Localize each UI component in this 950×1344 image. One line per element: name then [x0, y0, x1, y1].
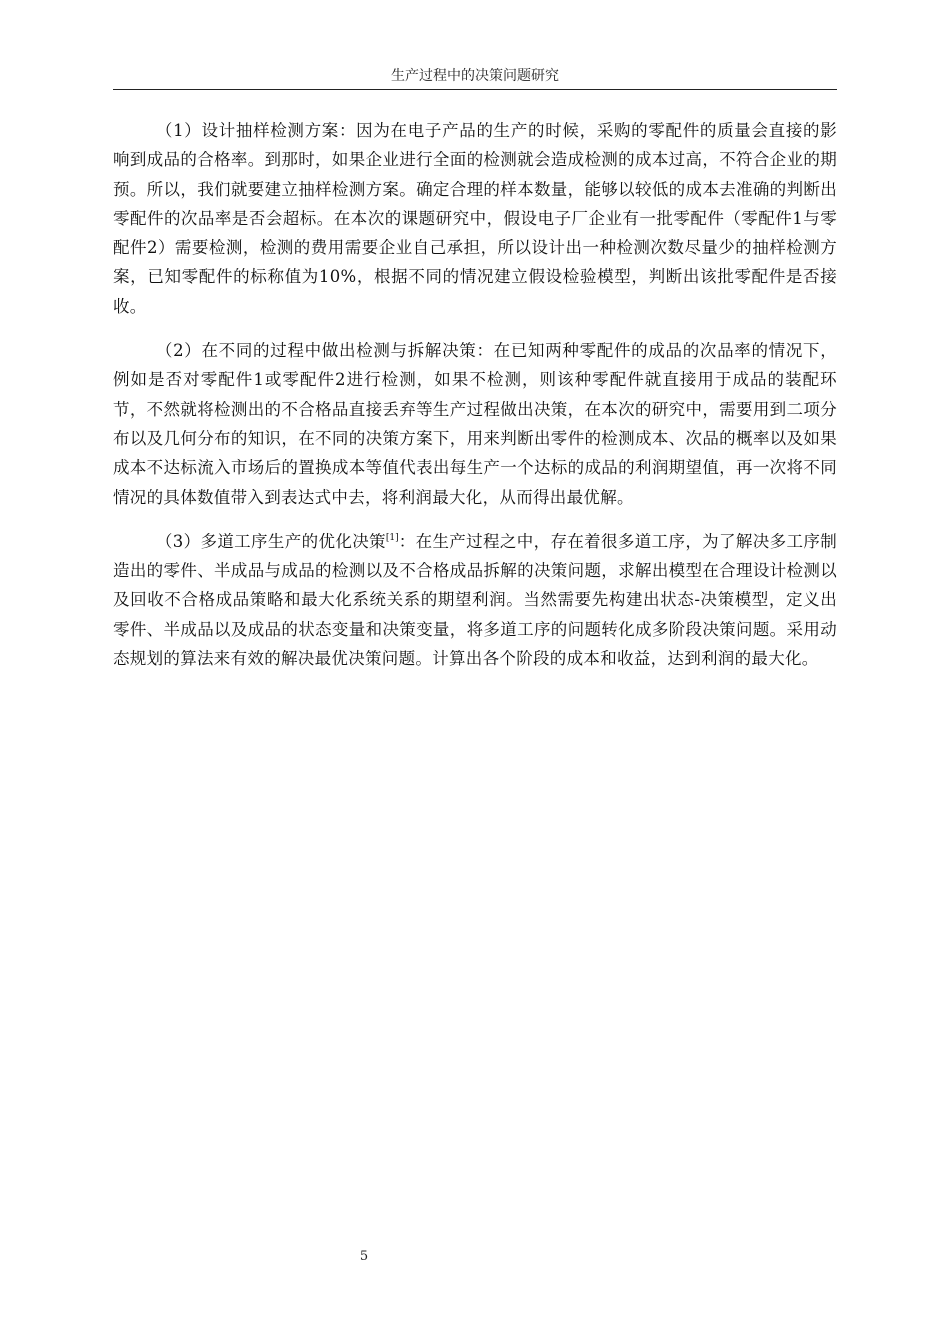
header-rule: [113, 89, 837, 90]
paragraph-lead: （3）多道工序生产的优化决策: [155, 531, 386, 551]
paragraph-body: ：在生产过程之中，存在着很多道工序，为了解决多工序制造出的零件、半成品与成品的检测以及不合格成品拆解的决策问题，求解出模型在合理设计检测以及回收不合格成品策略和最大化系统关系的期望利润。当然需要先构建出状态-决策模型，定义出零件、半成品以及成品的状态变量和决策变量，将多道工序的问题转化成多阶段决策问题。采用动态规划的算法来有效的解决最优决策问题。计算出各个阶段的成本和收益，达到利润的最大化。: [113, 531, 837, 669]
citation-ref[interactable]: [1]: [385, 532, 399, 543]
paragraph-inspection-decision: （2）在不同的过程中做出检测与拆解决策：在已知两种零配件的成品的次品率的情况下，例如是否对零配件1或零配件2进行检测，如果不检测，则该种零配件就直接用于成品的装配环节，不然就将检测出的不合格品直接丢弃等生产过程做出决策，在本次的研究中，需要用到二项分布以及几何分布的知识，在不同的决策方案下，用来判断出零件的检测成本、次品的概率以及如果成本不达标流入市场后的置换成本等值代表出每生产一个达标的成品的利润期望值，再一次将不同情况的具体数值带入到表达式中去，将利润最大化，从而得出最优解。: [113, 341, 837, 507]
page-number: 5: [359, 1249, 369, 1264]
running-header: 生产过程中的决策问题研究: [391, 68, 559, 84]
body-text: [113, 116, 837, 688]
paragraph-sampling-plan: （1）设计抽样检测方案：因为在电子产品的生产的时候，采购的零配件的质量会直接的影响到成品的合格率。到那时，如果企业进行全面的检测就会造成检测的成本过高，不符合企业的期预。所以，我们就要建立抽样检测方案。确定合理的样本数量，能够以较低的成本去准确的判断出零配件的次品率是否会超标。在本次的课题研究中，假设电子厂企业有一批零配件（零配件1与零配件2）需要检测，检测的费用需要企业自己承担，所以设计出一种检测次数尽量少的抽样检测方案，已知零配件的标称值为10%，根据不同的情况建立假设检验模型，判断出该批零配件是否接收。: [113, 121, 837, 316]
paragraph-multistage-optimization: [113, 527, 837, 673]
